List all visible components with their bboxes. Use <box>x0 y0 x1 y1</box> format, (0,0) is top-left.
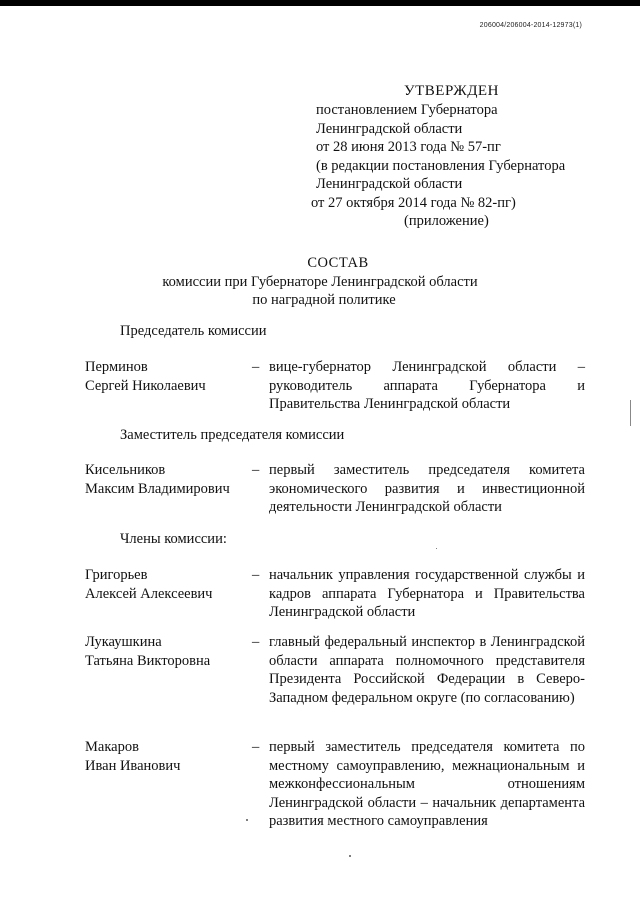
member-surname: Перминов <box>85 359 148 375</box>
member-surname: Макаров <box>85 739 139 755</box>
dash: – <box>252 359 260 375</box>
dash: – <box>252 567 260 583</box>
scan-speck <box>349 855 351 857</box>
member-given-name: Алексей Алексеевич <box>85 585 213 602</box>
document-id: 206004/206004-2014-12973(1) <box>479 22 582 29</box>
member-position: вице-губернатор Ленинградской области – руководитель аппарата Губернатора и Правительства Ленинградской области <box>269 359 585 413</box>
approval-line: от 28 июня 2013 года № 57-пг <box>316 139 501 155</box>
member-name <box>85 461 250 498</box>
document-subtitle: комиссии при Губернаторе Ленинградской области <box>162 274 478 290</box>
scan-speck <box>436 548 437 549</box>
member-name <box>85 738 250 775</box>
member-given-name: Иван Иванович <box>85 757 181 774</box>
top-border <box>0 0 640 6</box>
member-position: начальник управления государственной службы и кадров аппарата Губернатора и Правительства Ленинградской области <box>269 567 585 621</box>
document-title: СОСТАВ <box>307 255 369 271</box>
approval-line: Ленинградской области <box>316 176 463 192</box>
scan-speck <box>246 819 248 821</box>
section-members: Члены комиссии: <box>120 531 227 547</box>
document-subtitle: по наградной политике <box>252 292 396 308</box>
member-given-name: Татьяна Викторовна <box>85 652 211 669</box>
approval-line: от 27 октября 2014 года № 82-пг) <box>311 195 516 211</box>
dash: – <box>252 634 260 650</box>
approval-title: УТВЕРЖДЕН <box>404 83 499 99</box>
dash: – <box>252 462 260 478</box>
member-position: первый заместитель председателя комитета экономического развития и инвестиционной деятельности Ленинградской области <box>269 462 585 516</box>
member-given-name: Сергей Николаевич <box>85 377 206 394</box>
member-name <box>85 633 250 670</box>
member-surname: Кисельников <box>85 462 166 478</box>
member-surname: Григорьев <box>85 567 148 583</box>
approval-line: (приложение) <box>404 213 489 229</box>
approval-line: постановлением Губернатора <box>316 102 498 118</box>
member-name <box>85 358 250 395</box>
approval-line: (в редакции постановления Губернатора <box>316 158 566 174</box>
member-given-name: Максим Владимирович <box>85 480 230 497</box>
section-deputy: Заместитель председателя комиссии <box>120 427 345 443</box>
member-surname: Лукаушкина <box>85 634 162 650</box>
member-position: первый заместитель председателя комитета по местному самоуправлению, межнациональным и межконфессиональным отношениям Ленинградской области – начальник департамента развития местного самоуправления <box>269 739 585 830</box>
scan-margin-mark <box>630 400 631 426</box>
member-position: главный федеральный инспектор в Ленинградской области аппарата полномочного представителя Президента Российской Федерации в Северо-Западном федеральном округе (по согласованию) <box>269 634 585 706</box>
section-chairman: Председатель комиссии <box>120 323 267 339</box>
member-name <box>85 566 250 603</box>
approval-line: Ленинградской области <box>316 121 463 137</box>
dash: – <box>252 739 260 755</box>
